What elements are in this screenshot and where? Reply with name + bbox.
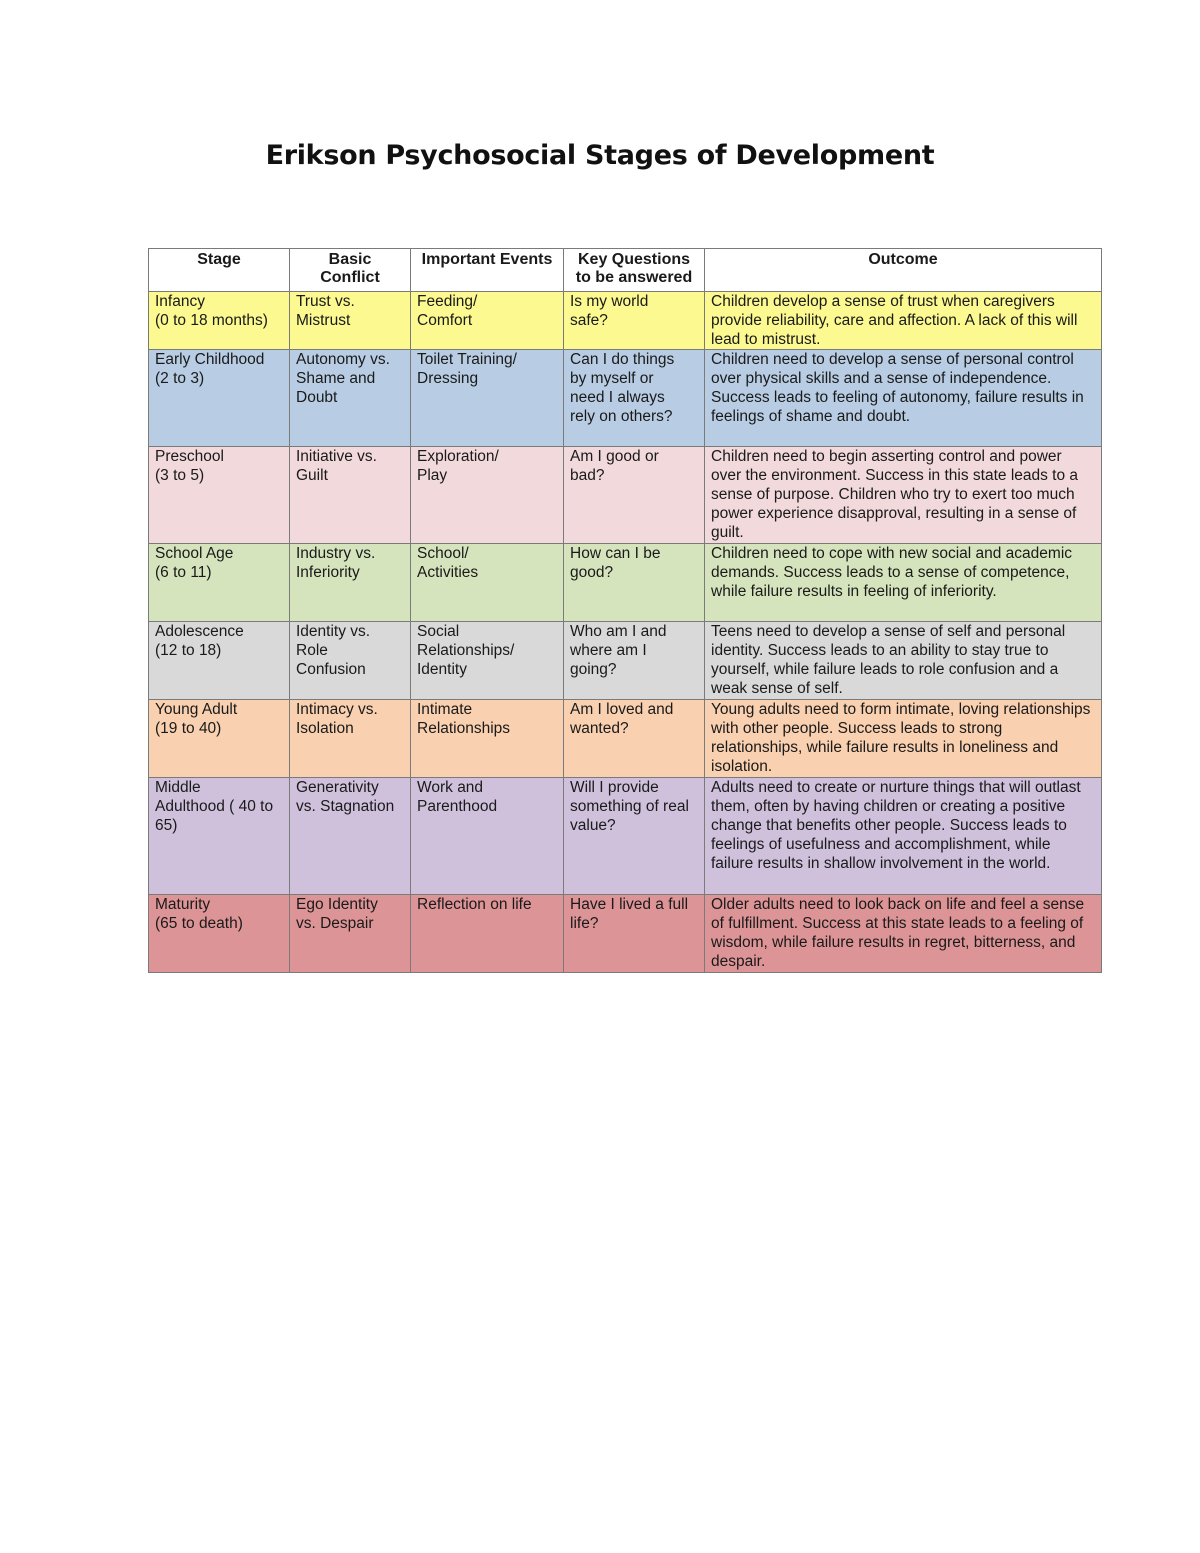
outcome-cell: Teens need to develop a sense of self and personal identity. Success leads to an ability to stay true to yourself, while failure leads to role confusion and a weak sense of self. [705,622,1102,700]
basic-conflict-cell: Industry vs. Inferiority [290,544,411,622]
basic-conflict-cell: Identity vs. Role Confusion [290,622,411,700]
important-events-cell: Toilet Training/ Dressing [411,350,564,447]
table-body [149,292,1102,973]
table-row [149,292,1102,350]
important-events-cell: Feeding/ Comfort [411,292,564,350]
outcome-cell: Children need to cope with new social and academic demands. Success leads to a sense of competence, while failure results in feeling of inferiority. [705,544,1102,622]
key-question-cell: Am I good or bad? [564,447,705,544]
table-header-row [149,249,1102,292]
stage-cell: Middle Adulthood ( 40 to 65) [149,778,290,895]
page-title: Erikson Psychosocial Stages of Development [265,140,935,171]
stage-cell: Early Childhood (2 to 3) [149,350,290,447]
stages-table-container [148,248,1101,973]
table-row [149,544,1102,622]
table-row [149,350,1102,447]
basic-conflict-cell: Generativity vs. Stagnation [290,778,411,895]
key-question-cell: Who am I and where am I going? [564,622,705,700]
table-row [149,700,1102,778]
stage-cell: School Age (6 to 11) [149,544,290,622]
outcome-cell: Children need to begin asserting control and power over the environment. Success in this state leads to a sense of purpose. Children who try to exert too much power experience disapproval, resulting in a sense of guilt. [705,447,1102,544]
important-events-cell: Exploration/ Play [411,447,564,544]
outcome-cell: Children need to develop a sense of personal control over physical skills and a sense of independence. Success leads to feeling of autonomy, failure results in feelings of shame and doubt. [705,350,1102,447]
table-row [149,447,1102,544]
key-question-cell: Is my world safe? [564,292,705,350]
important-events-cell: Intimate Relationships [411,700,564,778]
table-row [149,778,1102,895]
outcome-cell: Young adults need to form intimate, loving relationships with other people. Success leads to strong relationships, while failure results in loneliness and isolation. [705,700,1102,778]
important-events-cell: Reflection on life [411,895,564,973]
stage-cell: Young Adult (19 to 40) [149,700,290,778]
basic-conflict-cell: Trust vs. Mistrust [290,292,411,350]
table-row [149,895,1102,973]
important-events-cell: Work and Parenthood [411,778,564,895]
key-question-cell: Am I loved and wanted? [564,700,705,778]
key-question-cell: Have I lived a full life? [564,895,705,973]
key-question-cell: Will I provide something of real value? [564,778,705,895]
key-question-cell: How can I be good? [564,544,705,622]
outcome-cell: Older adults need to look back on life and feel a sense of fulfillment. Success at this state leads to a feeling of wisdom, while failure results in regret, bitterness, and despair. [705,895,1102,973]
column-header-important-events: Important Events [411,249,564,292]
basic-conflict-cell: Ego Identity vs. Despair [290,895,411,973]
basic-conflict-cell: Initiative vs. Guilt [290,447,411,544]
column-header-basic-conflict: Basic Conflict [290,249,411,292]
column-header-key-questions: Key Questions to be answered [564,249,705,292]
stage-cell: Infancy (0 to 18 months) [149,292,290,350]
stages-table [148,248,1102,973]
key-question-cell: Can I do things by myself or need I always rely on others? [564,350,705,447]
stage-cell: Preschool (3 to 5) [149,447,290,544]
table-row [149,622,1102,700]
column-header-outcome: Outcome [705,249,1102,292]
important-events-cell: Social Relationships/ Identity [411,622,564,700]
important-events-cell: School/ Activities [411,544,564,622]
column-header-stage: Stage [149,249,290,292]
basic-conflict-cell: Intimacy vs. Isolation [290,700,411,778]
outcome-cell: Adults need to create or nurture things that will outlast them, often by having children or creating a positive change that benefits other people. Success leads to feelings of usefulness and accomplishment, while failure results in shallow involvement in the world. [705,778,1102,895]
basic-conflict-cell: Autonomy vs. Shame and Doubt [290,350,411,447]
outcome-cell: Children develop a sense of trust when caregivers provide reliability, care and affection. A lack of this will lead to mistrust. [705,292,1102,350]
stage-cell: Adolescence (12 to 18) [149,622,290,700]
stage-cell: Maturity (65 to death) [149,895,290,973]
